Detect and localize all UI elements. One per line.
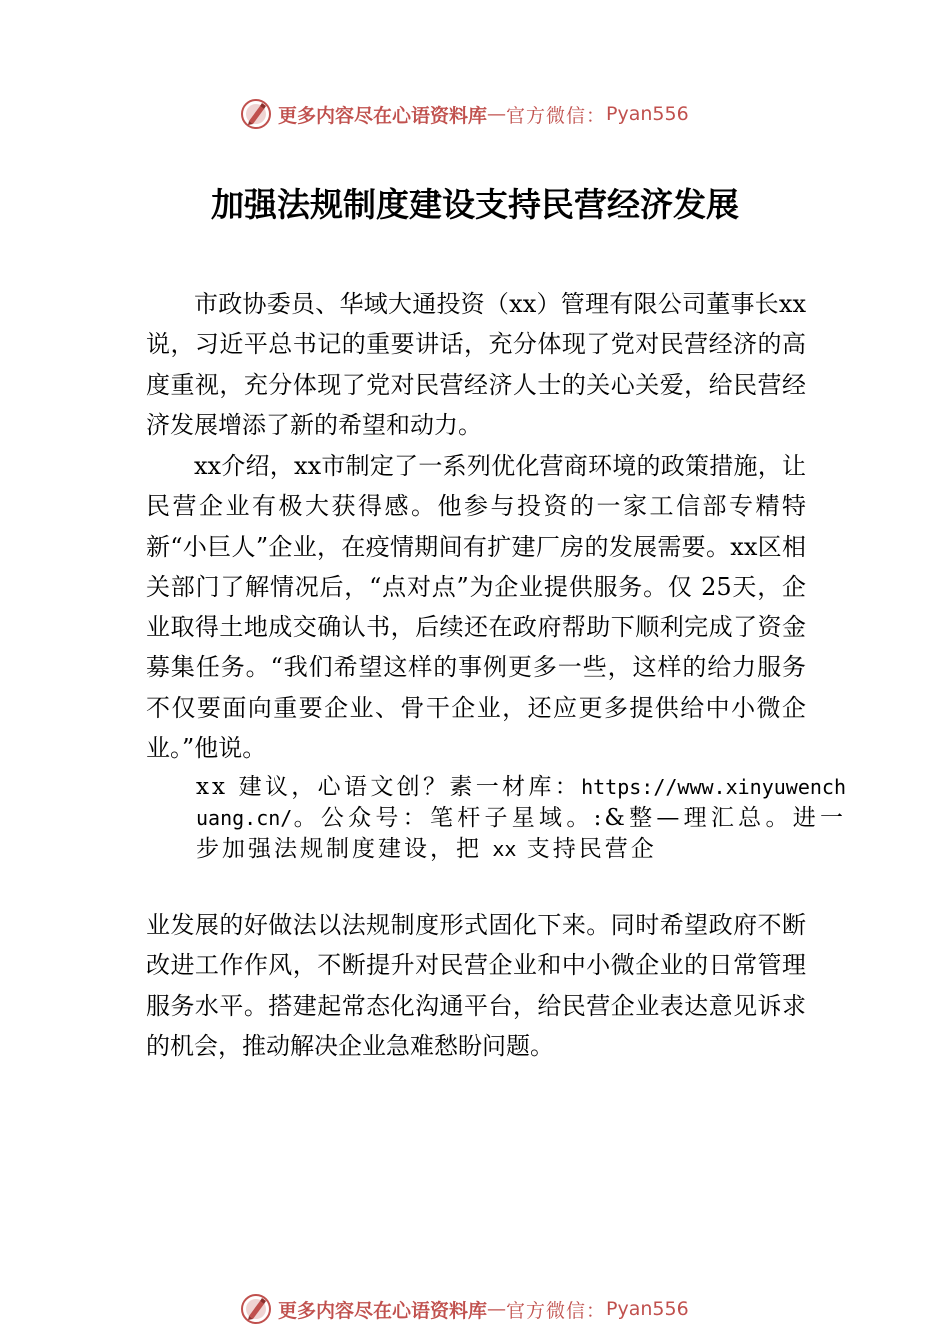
watermark-wechat-id: Pyan556 — [606, 103, 689, 125]
mixed-text-2: 。公众号：笔杆子星域。:&整—理汇总。进一步加强法规制度建设，把 — [196, 805, 846, 862]
pen-logo-icon — [240, 98, 272, 130]
document-title: 加强法规制度建设支持民营经济发展 — [211, 185, 739, 224]
watermark-label: 官方微信： — [506, 1299, 607, 1322]
watermark-text: 更多内容尽在心语资料库 — [278, 1299, 488, 1322]
paragraph-1: 市政协委员、华域大通投资（xx）管理有限公司董事长xx说，习近平总书记的重要讲话，充分体现了党对民营经济的高度重视，充分体现了党对民营经济人士的关心关爱，给民营经济发展增添了新的希望和动力。 — [146, 290, 806, 439]
paragraph-4: 业发展的好做法以法规制度形式固化下来。同时希望政府不断改进工作作风，不断提升对民营企业和中小微企业的日常管理服务水平。搭建起常态化沟通平台，给民营企业表达意见诉求的机会，推动解决企业急难愁盼问题。 — [146, 911, 806, 1060]
watermark-dash: — — [487, 103, 507, 125]
mixed-text-1: xx 建议，心语文创？素一材库： — [196, 774, 582, 800]
paragraph-3-mixed — [196, 772, 846, 865]
source-url: https://www.xinyuwenchuang.cn/ — [196, 775, 846, 830]
paragraph-2: xx介绍，xx市制定了一系列优化营商环境的政策措施，让民营企业有极大获得感。他参与投资的一家工信部专精特新“小巨人”企业，在疫情期间有扩建厂房的发展需要。xx区相关部门了解情况后，“点对点”为企业提供服务。仅 25天，企业取得土地成交确认书，后续还在政府帮助下顺利完成了资金募集任务。“我们希望这样的事例更多一些，这样的给力服务不仅要面向重要企业、骨干企业，还应更多提供给中小微企业。”他说。 — [146, 452, 806, 763]
watermark-label: 官方微信： — [506, 104, 607, 127]
watermark-wechat-id: Pyan556 — [606, 1298, 689, 1320]
header-watermark — [240, 96, 760, 132]
mixed-text-3: 支持民营企 — [526, 836, 657, 862]
footer-watermark — [240, 1291, 760, 1327]
mixed-xx: xx — [492, 837, 517, 861]
watermark-dash: — — [487, 1298, 507, 1320]
pen-logo-icon — [240, 1293, 272, 1325]
watermark-text: 更多内容尽在心语资料库 — [278, 104, 488, 127]
